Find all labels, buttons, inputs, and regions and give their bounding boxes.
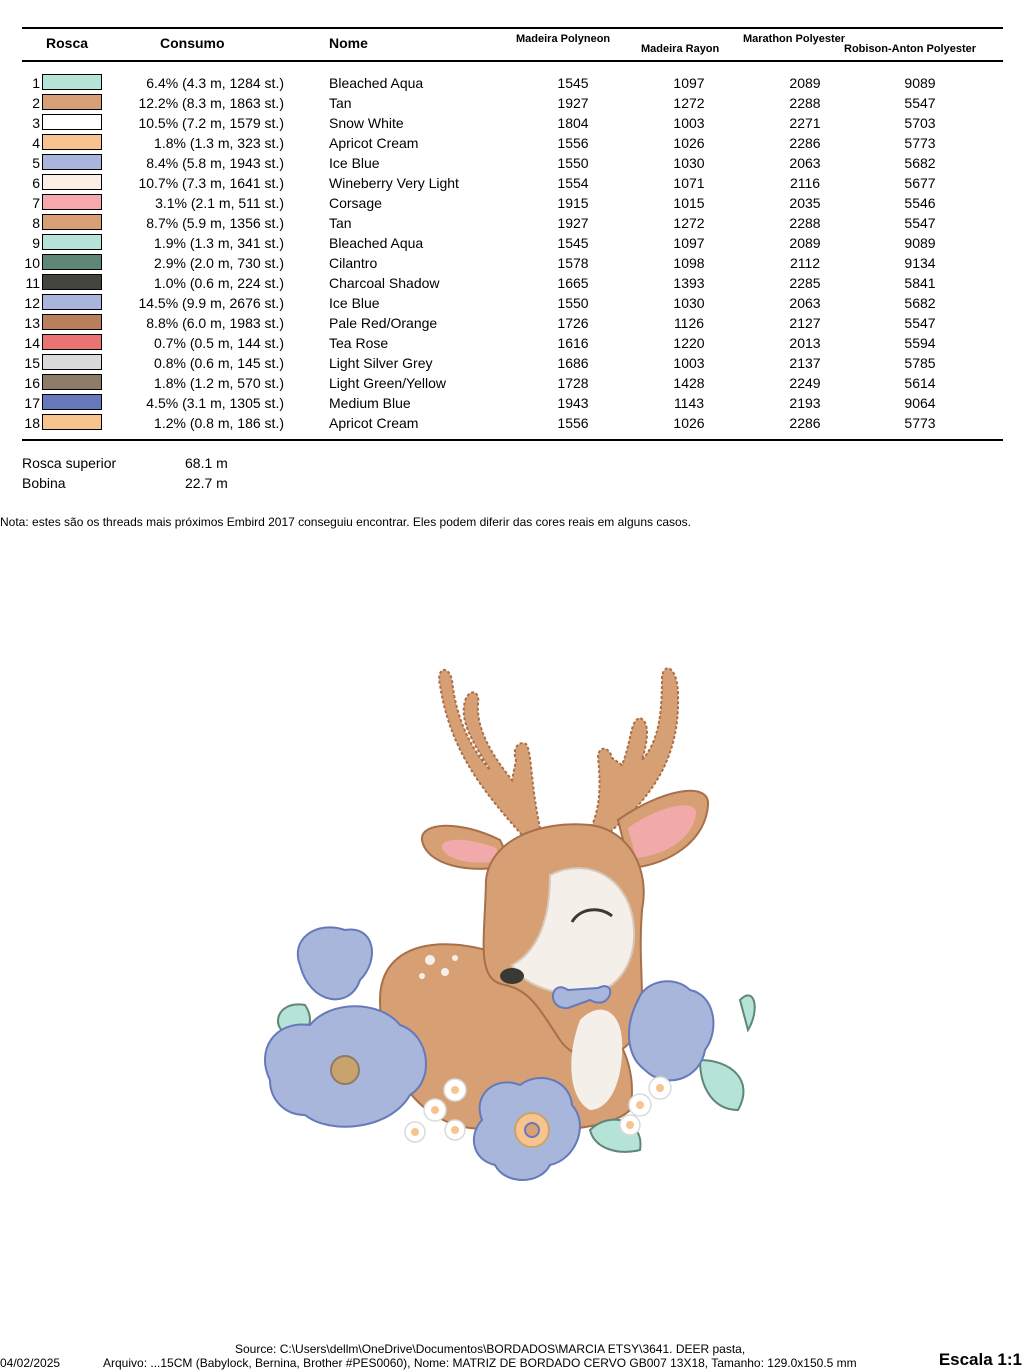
thread-number: 8 xyxy=(32,215,40,231)
table-row xyxy=(0,313,1024,333)
thread-name: Ice Blue xyxy=(329,295,380,311)
thread-madeira-polyneon: 1927 xyxy=(557,215,589,231)
thread-number: 3 xyxy=(32,115,40,131)
note-text: Nota: estes são os threads mais próximos Embird 2017 conseguiu encontrar. Eles podem diferir das cores reais em alguns casos. xyxy=(0,515,692,529)
thread-color-swatch xyxy=(42,294,102,310)
thread-madeira-rayon: 1393 xyxy=(673,275,705,291)
thread-marathon: 2089 xyxy=(789,235,821,251)
footer-arquivo: Arquivo: ...15CM (Babylock, Bernina, Brother #PES0060), Nome: MATRIZ DE BORDADO CERVO GB007 13X18, Tamanho: 129.0x150.5 mm xyxy=(103,1356,857,1370)
thread-consumo: 14.5% (9.9 m, 2676 st.) xyxy=(138,295,284,311)
thread-number: 2 xyxy=(32,95,40,111)
thread-robison: 5547 xyxy=(904,95,936,111)
thread-consumo: 8.4% (5.8 m, 1943 st.) xyxy=(146,155,284,171)
thread-marathon: 2271 xyxy=(789,115,821,131)
thread-madeira-rayon: 1143 xyxy=(673,395,705,411)
thread-name: Bleached Aqua xyxy=(329,235,424,251)
thread-madeira-rayon: 1071 xyxy=(673,175,705,191)
thread-number: 13 xyxy=(24,315,40,331)
thread-marathon: 2089 xyxy=(789,75,821,91)
table-row xyxy=(0,293,1024,313)
table-row xyxy=(0,273,1024,293)
thread-consumo: 2.9% (2.0 m, 730 st.) xyxy=(154,255,284,271)
thread-madeira-polyneon: 1545 xyxy=(557,235,589,251)
thread-name: Pale Red/Orange xyxy=(329,315,438,331)
thread-number: 7 xyxy=(32,195,40,211)
thread-marathon: 2063 xyxy=(789,155,821,171)
thread-color-swatch xyxy=(42,254,102,270)
thread-robison: 9134 xyxy=(904,255,936,271)
thread-consumo: 1.8% (1.2 m, 570 st.) xyxy=(154,375,284,391)
thread-madeira-polyneon: 1915 xyxy=(557,195,589,211)
thread-madeira-rayon: 1015 xyxy=(673,195,705,211)
thread-name: Wineberry Very Light xyxy=(329,175,459,191)
thread-number: 18 xyxy=(24,415,40,431)
table-row xyxy=(0,353,1024,373)
thread-madeira-polyneon: 1556 xyxy=(557,135,589,151)
thread-consumo: 4.5% (3.1 m, 1305 st.) xyxy=(146,395,284,411)
thread-number: 15 xyxy=(24,355,40,371)
header-marathon-polyester: Marathon Polyester xyxy=(743,33,846,45)
thread-marathon: 2013 xyxy=(789,335,821,351)
thread-consumo: 10.7% (7.3 m, 1641 st.) xyxy=(138,175,284,191)
thread-madeira-rayon: 1428 xyxy=(673,375,705,391)
thread-marathon: 2285 xyxy=(789,275,821,291)
thread-madeira-polyneon: 1554 xyxy=(557,175,589,191)
table-row xyxy=(0,213,1024,233)
thread-robison: 5773 xyxy=(904,135,936,151)
thread-madeira-rayon: 1097 xyxy=(673,235,705,251)
thread-color-swatch xyxy=(42,394,102,410)
header-madeira-polyneon: Madeira Polyneon xyxy=(516,33,611,45)
thread-number: 9 xyxy=(32,235,40,251)
thread-robison: 5677 xyxy=(904,175,936,191)
thread-number: 16 xyxy=(24,375,40,391)
thread-madeira-polyneon: 1927 xyxy=(557,95,589,111)
footer-source: Source: C:\Users\dellm\OneDrive\Documentos\BORDADOS\MARCIA ETSY\3641. DEER pasta, xyxy=(235,1342,746,1356)
thread-consumo: 12.2% (8.3 m, 1863 st.) xyxy=(138,95,284,111)
bobina-label: Bobina xyxy=(22,475,66,491)
thread-madeira-rayon: 1272 xyxy=(673,215,705,231)
thread-madeira-rayon: 1272 xyxy=(673,95,705,111)
thread-robison: 5841 xyxy=(904,275,936,291)
thread-name: Ice Blue xyxy=(329,155,380,171)
header-consumo: Consumo xyxy=(160,35,225,51)
thread-madeira-polyneon: 1616 xyxy=(557,335,589,351)
thread-madeira-polyneon: 1728 xyxy=(557,375,589,391)
thread-robison: 9089 xyxy=(904,75,936,91)
deer-embroidery-image xyxy=(250,640,770,1240)
table-row xyxy=(0,173,1024,193)
thread-consumo: 1.2% (0.8 m, 186 st.) xyxy=(154,415,284,431)
header-robison-anton-polyester: Robison-Anton Polyester xyxy=(844,43,977,55)
thread-robison: 9089 xyxy=(904,235,936,251)
thread-consumo: 1.9% (1.3 m, 341 st.) xyxy=(154,235,284,251)
thread-color-swatch xyxy=(42,174,102,190)
thread-madeira-polyneon: 1943 xyxy=(557,395,589,411)
thread-consumo: 8.8% (6.0 m, 1983 st.) xyxy=(146,315,284,331)
thread-number: 10 xyxy=(24,255,40,271)
table-row xyxy=(0,113,1024,133)
thread-name: Light Silver Grey xyxy=(329,355,433,371)
thread-marathon: 2116 xyxy=(789,175,821,191)
table-row xyxy=(0,93,1024,113)
thread-name: Corsage xyxy=(329,195,382,211)
table-row xyxy=(0,233,1024,253)
header-nome: Nome xyxy=(329,35,368,51)
thread-madeira-polyneon: 1556 xyxy=(557,415,589,431)
thread-robison: 5773 xyxy=(904,415,936,431)
thread-robison: 5682 xyxy=(904,295,936,311)
thread-color-swatch xyxy=(42,214,102,230)
thread-name: Apricot Cream xyxy=(329,135,419,151)
thread-robison: 5682 xyxy=(904,155,936,171)
thread-number: 14 xyxy=(24,335,40,351)
thread-madeira-polyneon: 1726 xyxy=(557,315,589,331)
thread-robison: 5703 xyxy=(904,115,936,131)
thread-consumo: 6.4% (4.3 m, 1284 st.) xyxy=(146,75,284,91)
thread-name: Apricot Cream xyxy=(329,415,419,431)
thread-color-swatch xyxy=(42,334,102,350)
header-rosca: Rosca xyxy=(46,35,89,51)
thread-consumo: 10.5% (7.2 m, 1579 st.) xyxy=(138,115,284,131)
thread-marathon: 2288 xyxy=(789,95,821,111)
thread-madeira-polyneon: 1550 xyxy=(557,295,589,311)
thread-robison: 5547 xyxy=(904,215,936,231)
thread-consumo: 0.8% (0.6 m, 145 st.) xyxy=(154,355,284,371)
thread-name: Medium Blue xyxy=(329,395,411,411)
thread-marathon: 2035 xyxy=(789,195,821,211)
thread-color-swatch xyxy=(42,194,102,210)
thread-consumo: 1.0% (0.6 m, 224 st.) xyxy=(154,275,284,291)
thread-madeira-rayon: 1126 xyxy=(673,315,705,331)
thread-robison: 5614 xyxy=(904,375,936,391)
thread-color-swatch xyxy=(42,154,102,170)
thread-number: 1 xyxy=(32,75,40,91)
thread-marathon: 2137 xyxy=(789,355,821,371)
thread-madeira-rayon: 1003 xyxy=(673,115,705,131)
table-row xyxy=(0,193,1024,213)
thread-consumo: 8.7% (5.9 m, 1356 st.) xyxy=(146,215,284,231)
thread-madeira-rayon: 1030 xyxy=(673,155,705,171)
thread-madeira-rayon: 1220 xyxy=(673,335,705,351)
table-row xyxy=(0,373,1024,393)
thread-robison: 5546 xyxy=(904,195,936,211)
table-header-rule xyxy=(22,60,1003,62)
thread-robison: 9064 xyxy=(904,395,936,411)
thread-madeira-polyneon: 1686 xyxy=(557,355,589,371)
thread-madeira-rayon: 1026 xyxy=(673,135,705,151)
thread-color-swatch xyxy=(42,114,102,130)
thread-robison: 5547 xyxy=(904,315,936,331)
thread-robison: 5594 xyxy=(904,335,936,351)
thread-madeira-polyneon: 1665 xyxy=(557,275,589,291)
thread-marathon: 2112 xyxy=(789,255,821,271)
thread-marathon: 2127 xyxy=(789,315,821,331)
thread-madeira-polyneon: 1804 xyxy=(557,115,589,131)
rosca-superior-label: Rosca superior xyxy=(22,455,117,471)
thread-madeira-polyneon: 1578 xyxy=(557,255,589,271)
thread-number: 5 xyxy=(32,155,40,171)
thread-color-swatch xyxy=(42,94,102,110)
table-top-rule xyxy=(22,27,1003,29)
thread-color-swatch xyxy=(42,234,102,250)
thread-color-swatch xyxy=(42,374,102,390)
table-row xyxy=(0,153,1024,173)
header-madeira-rayon: Madeira Rayon xyxy=(641,43,720,55)
thread-marathon: 2249 xyxy=(789,375,821,391)
table-row xyxy=(0,413,1024,433)
thread-consumo: 0.7% (0.5 m, 144 st.) xyxy=(154,335,284,351)
thread-robison: 5785 xyxy=(904,355,936,371)
bobina-value: 22.7 m xyxy=(185,475,228,491)
thread-name: Tea Rose xyxy=(329,335,389,351)
thread-name: Light Green/Yellow xyxy=(329,375,447,391)
thread-number: 12 xyxy=(24,295,40,311)
thread-marathon: 2286 xyxy=(789,135,821,151)
thread-marathon: 2063 xyxy=(789,295,821,311)
thread-name: Charcoal Shadow xyxy=(329,275,440,291)
rosca-superior-value: 68.1 m xyxy=(185,455,228,471)
thread-madeira-rayon: 1026 xyxy=(673,415,705,431)
thread-consumo: 1.8% (1.3 m, 323 st.) xyxy=(154,135,284,151)
thread-madeira-rayon: 1030 xyxy=(673,295,705,311)
thread-name: Snow White xyxy=(329,115,404,131)
footer-date: 04/02/2025 xyxy=(0,1356,61,1370)
thread-number: 4 xyxy=(32,135,40,151)
table-row xyxy=(0,73,1024,93)
thread-madeira-polyneon: 1550 xyxy=(557,155,589,171)
thread-number: 17 xyxy=(24,395,40,411)
thread-color-swatch xyxy=(42,134,102,150)
thread-name: Tan xyxy=(329,95,352,111)
thread-marathon: 2288 xyxy=(789,215,821,231)
table-row xyxy=(0,393,1024,413)
thread-number: 6 xyxy=(32,175,40,191)
thread-color-swatch xyxy=(42,74,102,90)
thread-marathon: 2286 xyxy=(789,415,821,431)
table-bottom-rule xyxy=(22,439,1003,441)
footer-escala: Escala 1:1 xyxy=(938,1350,1022,1369)
thread-name: Bleached Aqua xyxy=(329,75,424,91)
table-row xyxy=(0,133,1024,153)
table-row xyxy=(0,333,1024,353)
thread-color-swatch xyxy=(42,354,102,370)
thread-color-swatch xyxy=(42,414,102,430)
thread-madeira-polyneon: 1545 xyxy=(557,75,589,91)
thread-name: Cilantro xyxy=(329,255,378,271)
table-row xyxy=(0,253,1024,273)
thread-madeira-rayon: 1098 xyxy=(673,255,705,271)
thread-madeira-rayon: 1003 xyxy=(673,355,705,371)
thread-number: 11 xyxy=(25,275,40,291)
thread-color-swatch xyxy=(42,274,102,290)
thread-consumo: 3.1% (2.1 m, 511 st.) xyxy=(155,195,284,211)
thread-name: Tan xyxy=(329,215,352,231)
thread-marathon: 2193 xyxy=(789,395,821,411)
thread-madeira-rayon: 1097 xyxy=(673,75,705,91)
thread-color-swatch xyxy=(42,314,102,330)
